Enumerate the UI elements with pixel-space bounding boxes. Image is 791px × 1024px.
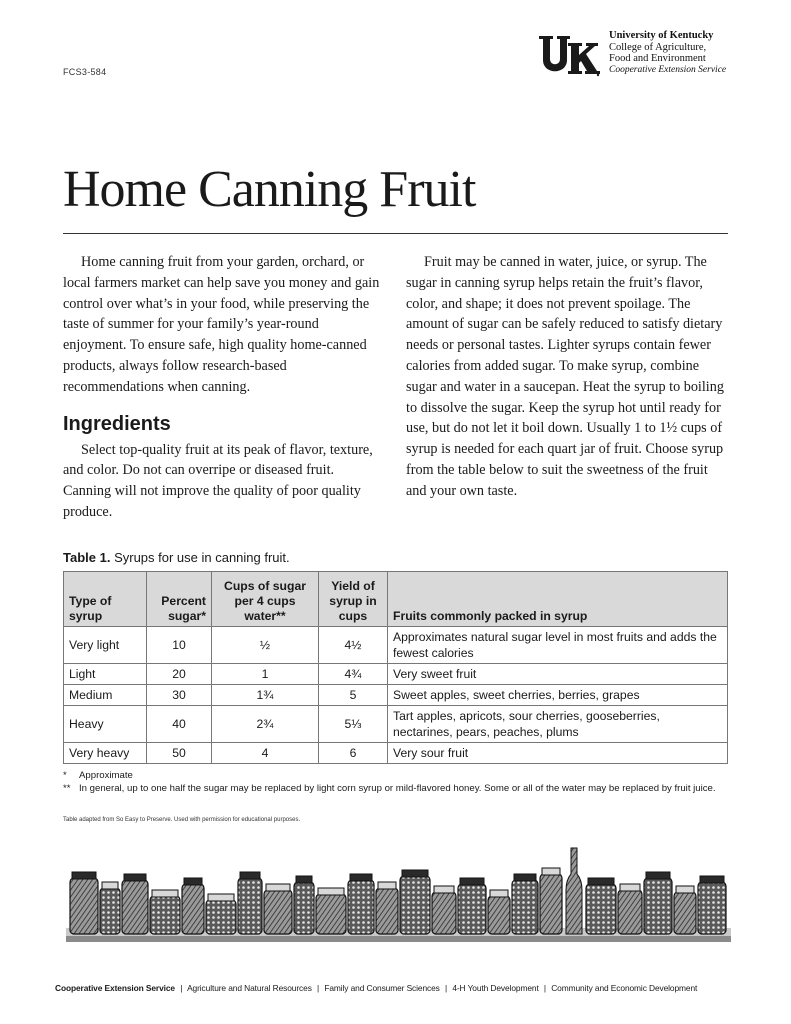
jar-lid: [378, 882, 396, 889]
jar-lid: [152, 890, 178, 897]
cell-fruits: Very sour fruit: [388, 743, 728, 764]
jar-lid: [402, 870, 428, 877]
jar-lid: [266, 884, 290, 891]
cell-fruits: Very sweet fruit: [388, 664, 728, 685]
jar-body: [540, 874, 562, 934]
right-column: [406, 252, 731, 502]
table-caption: [63, 550, 290, 565]
cell-percent: 40: [147, 706, 212, 743]
jar-body: [618, 890, 642, 934]
jar-body: [400, 876, 430, 934]
header-fruits: Fruits commonly packed in syrup: [388, 572, 728, 627]
jar-lid: [72, 872, 96, 879]
ingredients-paragraph: Select top-quality fruit at its peak of flavor, texture, and color. Do not can overripe or diseased fruit. Canning will not improve the quality of poor quality produce.: [63, 441, 373, 520]
jar-lid: [296, 876, 312, 883]
cell-percent: 10: [147, 627, 212, 664]
table-header-row: [64, 572, 728, 627]
jar-lid: [490, 890, 508, 897]
extension-service: Cooperative Extension Service: [609, 64, 727, 75]
jar-body: [294, 882, 314, 934]
publication-id: FCS3-584: [63, 67, 107, 77]
uk-logo[interactable]: [538, 30, 753, 80]
jar-body: [432, 892, 456, 934]
cell-yield: 6: [319, 743, 388, 764]
cell-cups: 1: [212, 664, 319, 685]
cell-yield: 5: [319, 685, 388, 706]
jar-body: [644, 878, 672, 934]
cell-cups: 2¾: [212, 706, 319, 743]
jar-body: [698, 882, 726, 934]
left-column: [63, 252, 383, 523]
cell-percent: 50: [147, 743, 212, 764]
cell-yield: 4½: [319, 627, 388, 664]
footer-separator: |: [445, 983, 448, 993]
footer-lead: Cooperative Extension Service: [55, 983, 175, 993]
cell-yield: 5⅓: [319, 706, 388, 743]
college-line-1: College of Agriculture,: [609, 41, 707, 53]
jar-lid: [350, 874, 372, 881]
syrup-table: [63, 571, 728, 764]
header-yield: Yield of syrup in cups: [319, 572, 388, 627]
jar-body: [674, 892, 696, 934]
cell-fruits: Tart apples, apricots, sour cherries, gooseberries, nectarines, pears, peaches, plums: [388, 706, 728, 743]
cell-yield: 4¾: [319, 664, 388, 685]
footer-separator: |: [543, 983, 546, 993]
jar-lid: [460, 878, 484, 885]
footnote: [63, 769, 728, 782]
footnote-mark: **: [63, 783, 71, 794]
cell-type: Very light: [64, 627, 147, 664]
footer-separator: |: [317, 983, 320, 993]
cell-fruits: Sweet apples, sweet cherries, berries, grapes: [388, 685, 728, 706]
jar-body: [238, 878, 262, 934]
jar-body: [376, 888, 398, 934]
table-row: [64, 664, 728, 685]
jar-body: [458, 884, 486, 934]
jar-lid: [208, 894, 234, 901]
intro-paragraph: Home canning fruit from your garden, orchard, or local farmers market can help save you money and gain control over what’s in your food, while preserving the taste of summer for your family’s year-round enjoyment. To ensure safe, high quality home-canned products, always follow research-based recommendations when canning.: [63, 254, 380, 395]
cell-type: Heavy: [64, 706, 147, 743]
footnote-mark: *: [63, 770, 67, 781]
jar-body: [512, 880, 538, 934]
jar-lid: [240, 872, 260, 879]
jar-body: [586, 884, 616, 934]
header-cups: Cups of sugar per 4 cups water**: [212, 572, 319, 627]
logo-text: [609, 30, 726, 76]
cell-type: Medium: [64, 685, 147, 706]
cell-fruits: Approximates natural sugar level in most fruits and adds the fewest calories: [388, 627, 728, 664]
cell-cups: 1¾: [212, 685, 319, 706]
jar-body: [122, 880, 148, 934]
header-percent: Percent sugar*: [147, 572, 212, 627]
footer-program: Community and Economic Development: [551, 983, 698, 993]
table-caption-text: Syrups for use in canning fruit.: [110, 550, 290, 565]
jar-lid: [514, 874, 536, 881]
syrup-paragraph: Fruit may be canned in water, juice, or syrup. The sugar in canning syrup helps retain the fruit’s flavor, color, and shape; it does not prevent spoilage. The amount of sugar can be safely reduced to satisfy dietary needs or personal tastes. Lighter syrups contain fewer calories from added sugar. To make syrup, combine sugar and water in a saucepan. Heat the syrup to boiling to dissolve the sugar. Keep the syrup hot until ready for use, but do not let it boil down. Usually 1 to 1½ cups of syrup is needed for each quart jar of fruit. Choose syrup from the table below to suit the sweetness of the fruit and your own taste.: [406, 254, 724, 499]
footnote-text: Approximate: [79, 770, 133, 781]
footer-program: Agriculture and Natural Resources: [187, 983, 312, 993]
jar-body: [488, 896, 510, 934]
jar-lid: [588, 878, 614, 885]
jar-lid: [184, 878, 202, 885]
university-name: University of Kentucky: [609, 30, 714, 41]
canning-jars-image: [66, 840, 731, 950]
jar-lid: [676, 886, 694, 893]
table-row: [64, 743, 728, 764]
section-heading-ingredients: Ingredients: [63, 412, 171, 435]
cell-cups: 4: [212, 743, 319, 764]
jar-lid: [318, 888, 344, 895]
table-row: [64, 685, 728, 706]
jar-body: [150, 896, 180, 934]
cell-type: Very heavy: [64, 743, 147, 764]
jar-body: [264, 890, 292, 934]
title-divider: [63, 233, 728, 234]
jar-body: [206, 900, 236, 934]
cell-percent: 30: [147, 685, 212, 706]
table-footnotes: [63, 769, 728, 795]
jar-body: [182, 884, 204, 934]
footnote: [63, 782, 728, 795]
jar-lid: [542, 868, 560, 875]
jar-lid: [620, 884, 640, 891]
table-caption-label: Table 1.: [63, 550, 111, 565]
jar-lid: [646, 872, 670, 879]
table-row: [64, 706, 728, 743]
header-type: Type of syrup: [64, 572, 147, 627]
jar-lid: [434, 886, 454, 893]
table-source-note: Table adapted from So Easy to Preserve. Used with permission for educational purposes.: [63, 817, 301, 823]
footer-program: 4-H Youth Development: [452, 983, 539, 993]
jar-body: [100, 888, 120, 934]
uk-logo-mark: [538, 33, 600, 77]
page-footer: [55, 983, 740, 993]
footnote-text: In general, up to one half the sugar may be replaced by light corn syrup or mild-flavored honey. Some or all of the water may be replaced by fruit juice.: [79, 783, 716, 794]
cell-cups: ½: [212, 627, 319, 664]
bottle: [566, 848, 582, 934]
jar-body: [316, 894, 346, 934]
jar-body: [348, 880, 374, 934]
table-row: [64, 627, 728, 664]
jar-lid: [124, 874, 146, 881]
cell-percent: 20: [147, 664, 212, 685]
jar-lid: [700, 876, 724, 883]
footer-program: Family and Consumer Sciences: [324, 983, 440, 993]
footer-separator: |: [180, 983, 183, 993]
jar-body: [70, 878, 98, 934]
jar-lid: [102, 882, 118, 889]
college-line-2: Food and Environment: [609, 53, 706, 64]
cell-type: Light: [64, 664, 147, 685]
page-title: Home Canning Fruit: [63, 161, 476, 218]
